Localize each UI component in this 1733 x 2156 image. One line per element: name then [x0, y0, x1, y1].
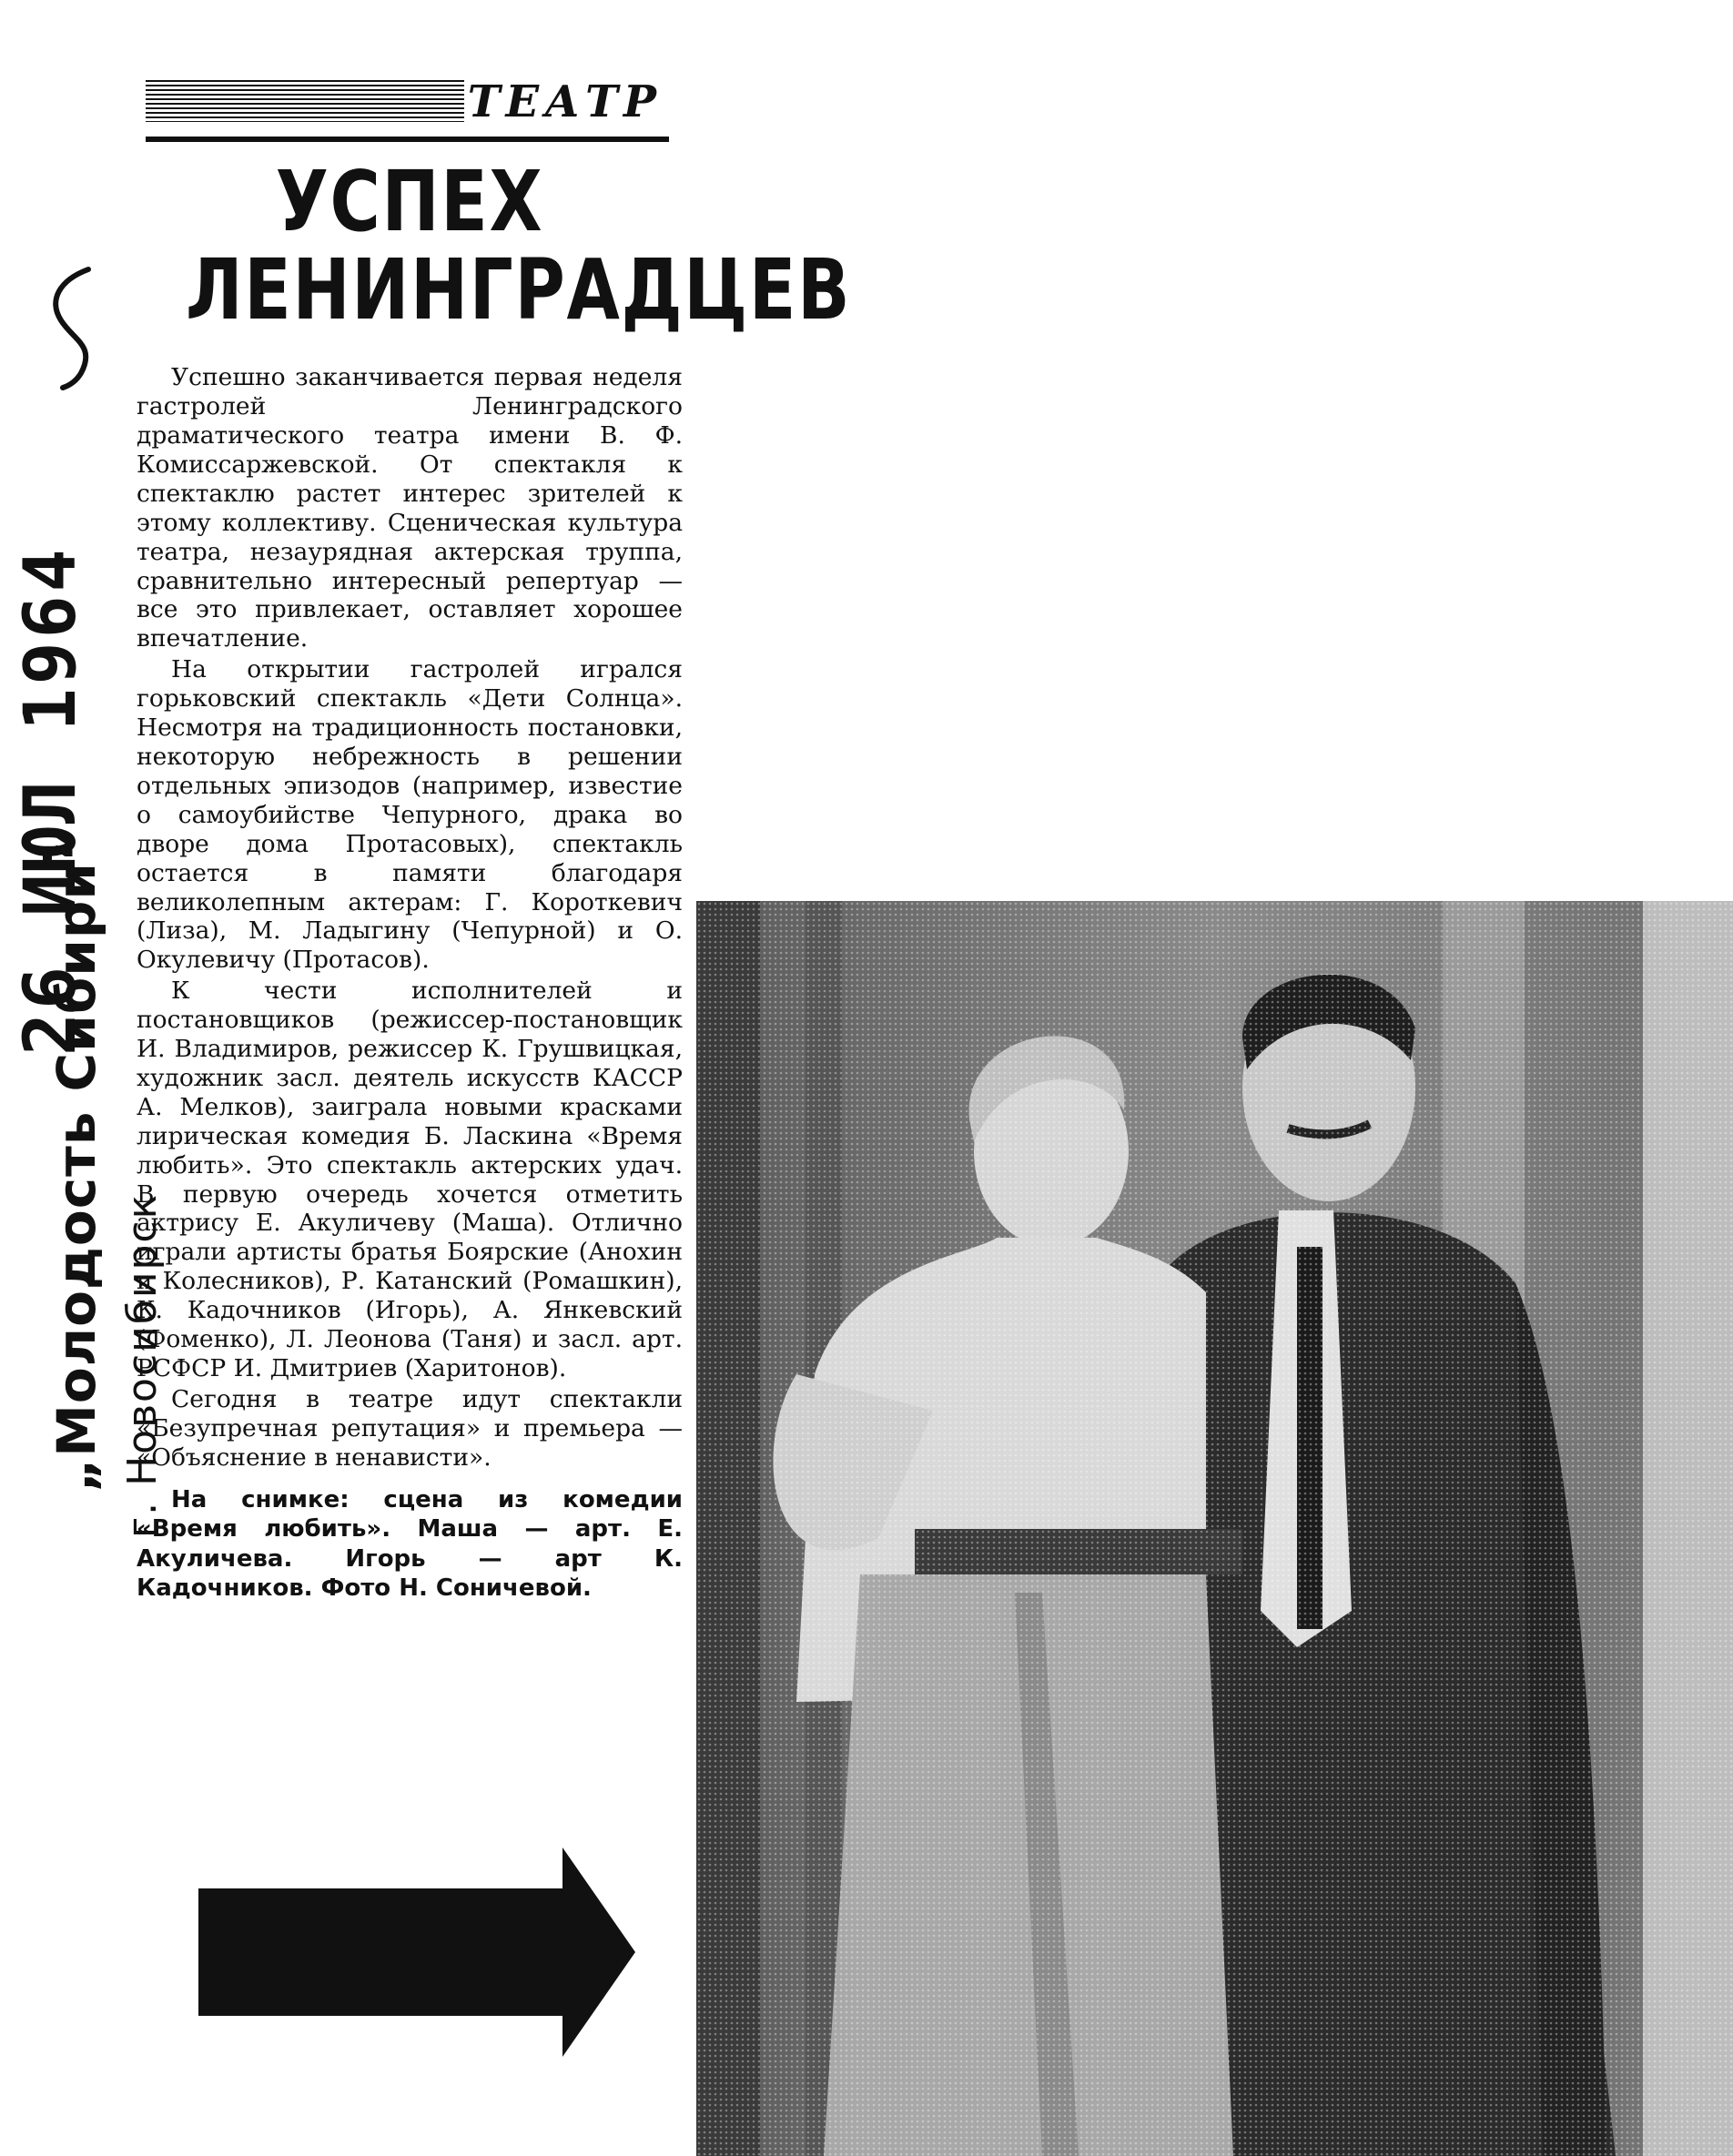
- paragraph-1: Успешно заканчивается первая неделя гастролей Ленинградского драматического театра имени В. Ф. Комиссаржевской. От спектакля к спектаклю растет интерес зрителей к этому коллективу. Сценическая культура театра, незаурядная актерская труппа, сравнительно интересный репертуар — все это привлекает, оставляет хорошее впечатление.: [137, 363, 683, 653]
- stamp-city: г. Новосибирск: [119, 1192, 166, 1538]
- rubric-header: [146, 73, 669, 142]
- photo-caption: На снимке: сцена из комедии «Время любить». Маша — арт. Е. Акуличева. Игорь — арт К. Кадочников. Фото Н. Соничевой.: [137, 1485, 683, 1603]
- headline-line-1: УСПЕХ: [275, 153, 544, 250]
- photo: [696, 901, 1733, 2156]
- paragraph-4: Сегодня в театре идут спектакли «Безупречная репутация» и премьера — «Объяснение в ненависти».: [137, 1384, 683, 1472]
- article-body: [137, 363, 683, 1472]
- stamp-date: 26 ИЮЛ 1964: [10, 545, 92, 1056]
- arrow-right-icon: [198, 1847, 635, 2057]
- rubric-hatching: [146, 80, 464, 122]
- rubric-title: ТЕАТР: [467, 76, 662, 127]
- article: [137, 73, 852, 1627]
- photo-scene: [696, 901, 1733, 2156]
- stamp-newspaper: „Молодость Сибири“: [46, 825, 107, 1493]
- paragraph-2: На открытии гастролей игрался горьковский спектакль «Дети Солнца». Несмотря на традиционность постановки, некоторую небрежность в решении отдельных эпизодов (например, известие о самоубийстве Чепурного, драка во дворе дома Протасовых), спектакль остается в памяти благодаря великолепным актерам: Г. Короткевич (Лиза), М. Ладыгину (Чепурной) и О. Окулевичу (Протасов).: [137, 655, 683, 975]
- paragraph-3: К чести исполнителей и постановщиков (режиссер-постановщик И. Владимиров, режиссер К. Грушвицкая, художник засл. деятель искусств КАССР А. Мелков), заиграла новыми красками лирическая комедия Б. Ласкина «Время любить». Это спектакль актерских удач. В первую очередь хочется отметить актрису Е. Акуличеву (Маша). Отлично играли артисты братья Боярские (Анохин и Колесников), Р. Катанский (Ромашкин), К. Кадочников (Игорь), А. Янкевский (Фоменко), Л. Леонова (Таня) и засл. арт. РСФСР И. Дмитриев (Харитонов).: [137, 977, 683, 1382]
- headline-line-2: ЛЕНИНГРАДЦЕВ: [186, 240, 852, 339]
- headline: [186, 153, 852, 339]
